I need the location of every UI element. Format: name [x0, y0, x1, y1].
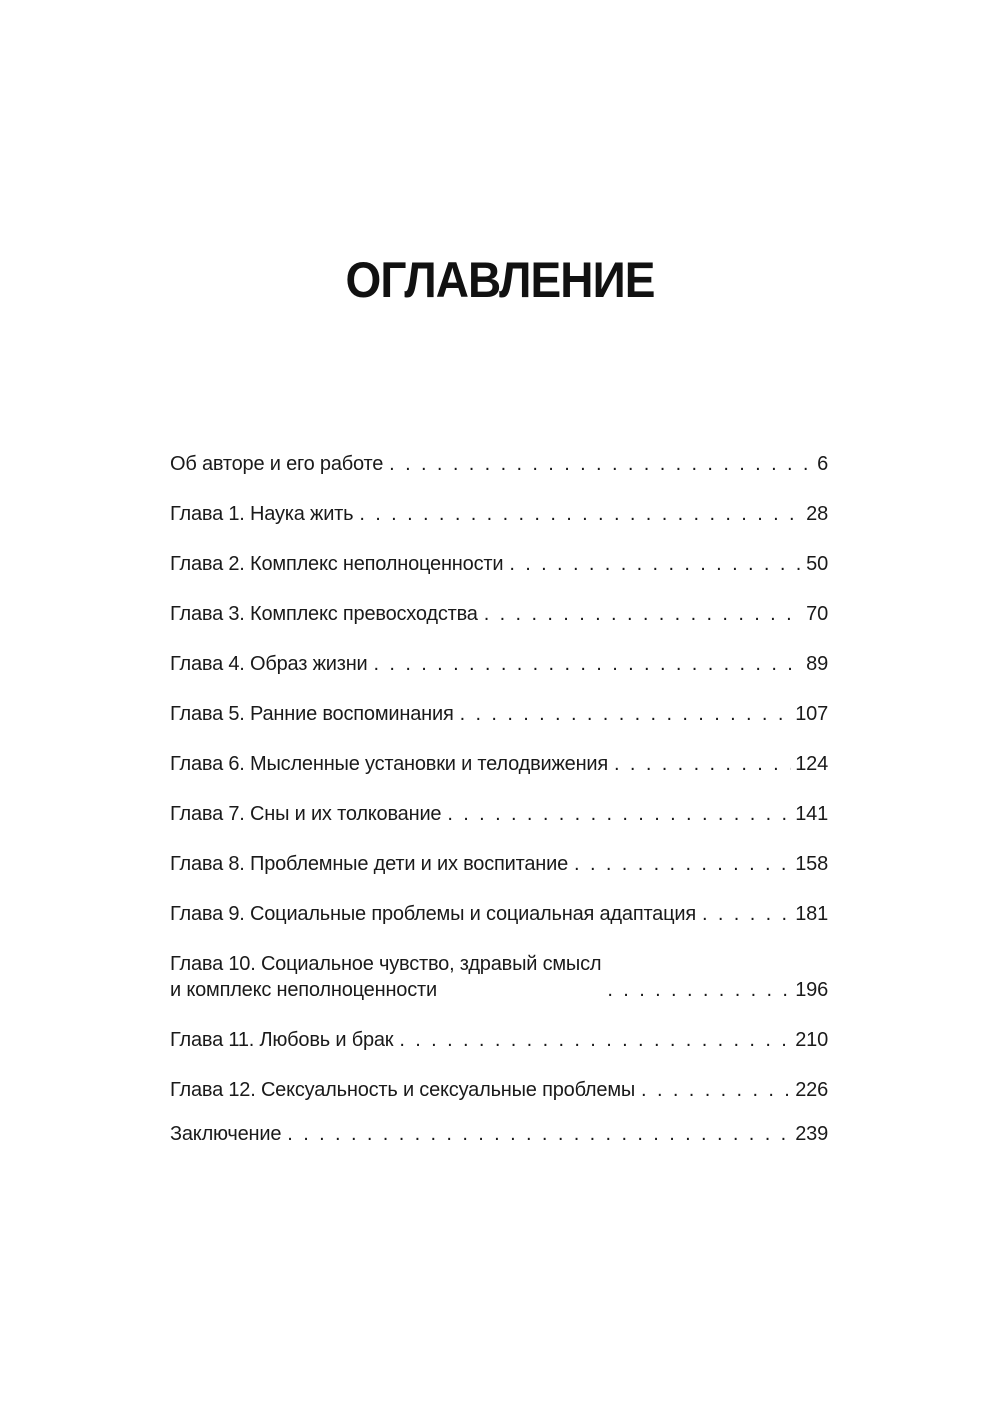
toc-entry[interactable] — [170, 951, 828, 1003]
toc-entry-title: Глава 11. Любовь и брак — [170, 1029, 394, 1051]
toc-entry[interactable] — [170, 701, 828, 727]
dot-leader — [389, 451, 813, 477]
toc-entry-title: Глава 1. Наука жить — [170, 503, 354, 525]
toc-page-number: 226 — [795, 1079, 828, 1101]
toc-entry-title: Заключение — [170, 1123, 282, 1145]
toc-entry[interactable] — [170, 751, 828, 777]
dot-leader — [702, 901, 791, 927]
toc-entry-title: Об авторе и его работе — [170, 453, 384, 475]
toc-entry[interactable] — [170, 1077, 828, 1103]
toc-entry[interactable] — [170, 601, 828, 627]
table-of-contents — [170, 451, 828, 1147]
toc-page-number: 210 — [795, 1029, 828, 1051]
toc-entry[interactable] — [170, 801, 828, 827]
toc-page-number: 6 — [817, 453, 828, 475]
toc-entry[interactable] — [170, 451, 828, 477]
toc-entry[interactable] — [170, 1027, 828, 1053]
dot-leader — [374, 651, 803, 677]
toc-page-number: 28 — [806, 503, 828, 525]
dot-leader — [607, 977, 791, 1003]
toc-page-number: 89 — [806, 653, 828, 675]
dot-leader — [509, 551, 802, 577]
toc-entry[interactable] — [170, 901, 828, 927]
toc-page-number: 196 — [795, 979, 828, 1001]
toc-entry[interactable] — [170, 1121, 828, 1147]
dot-leader — [359, 501, 802, 527]
toc-entry-title: Глава 5. Ранние воспоминания — [170, 703, 454, 725]
toc-entry-title: Глава 2. Комплекс неполноценности — [170, 553, 504, 575]
toc-entry[interactable] — [170, 501, 828, 527]
dot-leader — [399, 1027, 791, 1053]
toc-entry[interactable] — [170, 551, 828, 577]
toc-entry-title: Глава 4. Образ жизни — [170, 653, 368, 675]
dot-leader — [574, 851, 791, 877]
dot-leader — [447, 801, 791, 827]
dot-leader — [460, 701, 792, 727]
page-title: ОГЛАВЛЕНИЕ — [345, 252, 655, 308]
dot-leader — [287, 1121, 791, 1147]
toc-entry[interactable] — [170, 651, 828, 677]
toc-page-number: 158 — [795, 853, 828, 875]
toc-entry[interactable] — [170, 851, 828, 877]
toc-entry-title: Глава 10. Социальное чувство, здравый смысл и комплекс неполноценности — [170, 953, 602, 1001]
dot-leader — [614, 751, 791, 777]
toc-page-number: 107 — [795, 703, 828, 725]
toc-entry-title: Глава 9. Социальные проблемы и социальная адаптация — [170, 903, 696, 925]
toc-page-number: 141 — [795, 803, 828, 825]
toc-entry-title: Глава 6. Мысленные установки и телодвижения — [170, 753, 609, 775]
toc-page-number: 239 — [795, 1123, 828, 1145]
toc-entry-title: Глава 8. Проблемные дети и их воспитание — [170, 853, 569, 875]
toc-entry-title: Глава 7. Сны и их толкование — [170, 803, 442, 825]
toc-page-number: 181 — [795, 903, 828, 925]
dot-leader — [641, 1077, 791, 1103]
toc-entry-title: Глава 3. Комплекс превосходства — [170, 603, 478, 625]
dot-leader — [484, 601, 802, 627]
toc-page-number: 50 — [806, 553, 828, 575]
toc-page-number: 124 — [795, 753, 828, 775]
toc-page-number: 70 — [806, 603, 828, 625]
toc-entry-title: Глава 12. Сексуальность и сексуальные проблемы — [170, 1079, 636, 1101]
